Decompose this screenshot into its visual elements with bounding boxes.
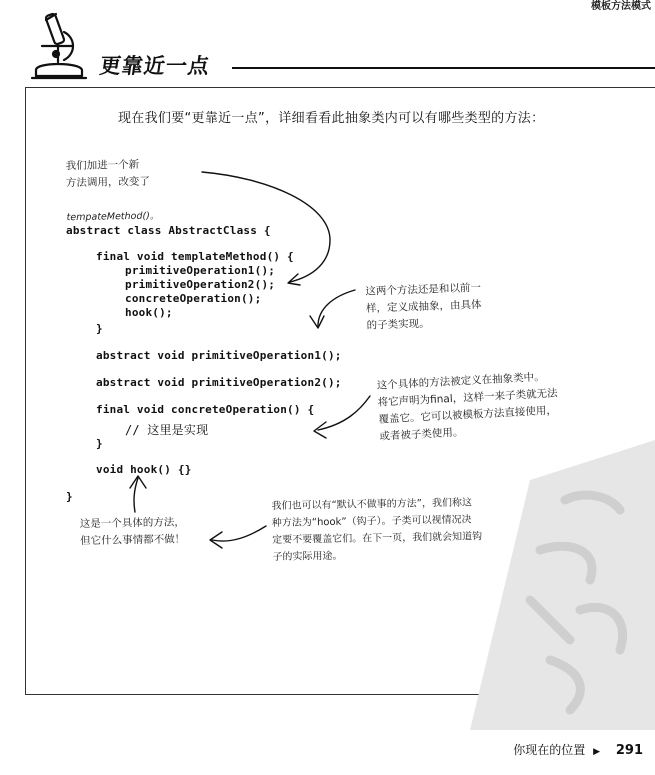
code-template-method-close: } bbox=[96, 322, 103, 335]
page-footer bbox=[513, 741, 643, 758]
arrow-to-abstract-ops-head bbox=[310, 316, 324, 328]
section-title: 更靠近一点 bbox=[98, 54, 212, 78]
code-concrete-close: } bbox=[96, 437, 103, 450]
note-add-method-text: 我们加进一个新 方法调用，改变了 bbox=[65, 158, 151, 190]
intro-text: 现在我们要“更靠近一点”，详细看看此抽象类内可以有哪些类型的方法： bbox=[118, 111, 545, 126]
footer-label: 你现在的位置 bbox=[513, 743, 586, 757]
code-abstract-op2: abstract void primitiveOperation2(); bbox=[96, 376, 342, 389]
running-header: 模板方法模式 bbox=[591, 1, 651, 12]
code-hook-decl: void hook() {} bbox=[96, 463, 192, 476]
watermark-stamp bbox=[470, 440, 655, 730]
note-do-nothing: 这是一个具体的方法， 但它什么事情都不做！ bbox=[79, 516, 186, 548]
note-add-method-code: tempateMethod()。 bbox=[66, 210, 160, 224]
arrow-to-template-call bbox=[202, 172, 330, 282]
code-concrete-comment: // 这里是实现 bbox=[125, 423, 209, 437]
note-concrete-op: 这个具体的方法被定义在抽象类中。 将它声明为final，这样一来子类就无法 覆盖它。它可以被模板方法直接使用， 或者被子类使用。 bbox=[376, 371, 558, 443]
code-op1-call: primitiveOperation1(); bbox=[125, 264, 276, 277]
note-abstract-ops: 这两个方法还是和以前一 样，定义成抽象，由具体 的子类实现。 bbox=[365, 281, 482, 332]
arrow-to-concrete-op bbox=[318, 396, 370, 430]
page-number: 291 bbox=[615, 743, 643, 758]
code-op2-call: primitiveOperation2(); bbox=[125, 278, 276, 291]
arrow-to-hook-decl bbox=[134, 478, 138, 512]
code-class-open: abstract class AbstractClass { bbox=[66, 224, 271, 237]
footer-arrow-icon: ▶ bbox=[593, 747, 601, 757]
code-class-close: } bbox=[66, 490, 73, 503]
code-concrete-call: concreteOperation(); bbox=[125, 292, 262, 305]
code-template-method-decl: final void templateMethod() { bbox=[96, 250, 294, 263]
note-hook: 我们也可以有“默认不做事的方法”，我们称这 种方法为“hook”（钩子）。子类可以视情况决 定要不要覆盖它们。在下一页，我们就会知道钩 子的实际用途。 bbox=[271, 497, 483, 563]
code-abstract-op1: abstract void primitiveOperation1(); bbox=[96, 349, 342, 362]
code-hook-call: hook(); bbox=[125, 306, 173, 319]
code-concrete-decl: final void concreteOperation() { bbox=[96, 403, 315, 416]
arrow-to-abstract-ops bbox=[318, 290, 355, 326]
